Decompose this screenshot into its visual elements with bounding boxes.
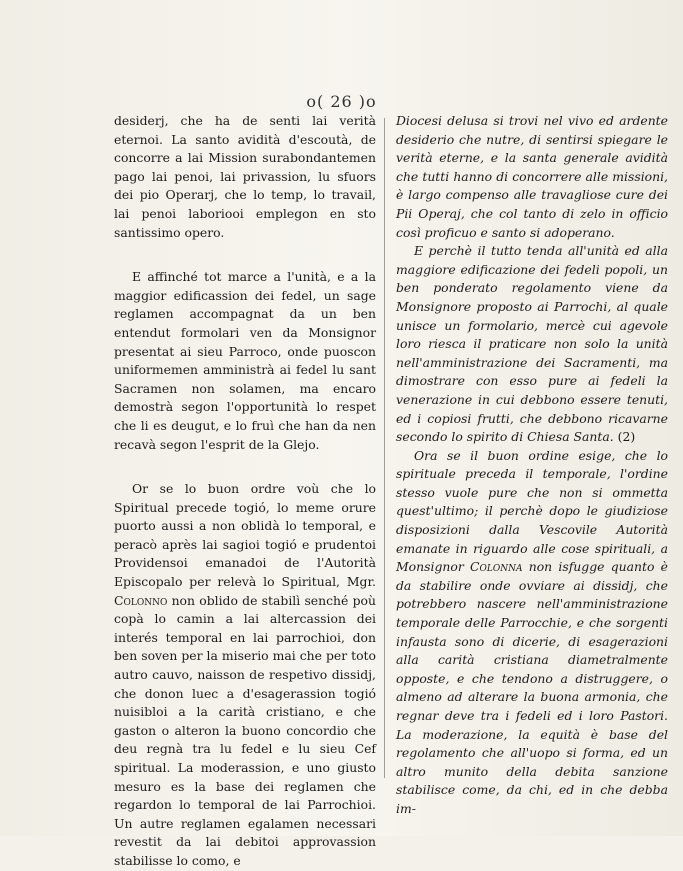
left-column-dialect-text [114, 112, 376, 871]
left-paragraph-3-end: non oblido de stabilì senché poù copà lo camin a lai altercassion dei interés temporal en lai parrochioi, don ben soven per la miserio mai che per toto autro cauvo, naisson de respetivo dissidj, che donon luec a d'esagerassion togió nuisibloi a la carità cristiano, e che gaston o alteron la buono concordio che deu regnà tra lu fedel e lu sieu Cef spiritual. La moderassion, e uno giusto mesuro es la base dei reglamen che regardon lo temporal de lai Parrochioi. Un autre reglamen egalamen necessari revestit da lai debitoi approvassion stabilisse lo como, e [114, 592, 376, 868]
left-paragraph-2: E affinché tot marce a l'unità, e a la maggior edificassion dei fedel, un sage reglamen accompagnat da un ben entendut formolari ven da Monsignor presentat ai sieu Parroco, onde puoscon uniformemen amministrà ai fedel lu sant Sacramen non solamen, ma encaro demostrà segon l'opportunità lo respet che li es deugut, e lo fruì che han da nen recavà segon l'esprit de la Glejo. [114, 269, 376, 452]
right-paragraph-2-text: E perchè il tutto tenda all'unità ed alla maggiore edificazione dei fedeli popoli, un ben ponderato regolamento viene da Monsignore proposto ai Parrochi, al quale unisce un formolario, mercè cui agevole loro riesca il praticare non solo la unità nell'amministrazione dei Sacramenti, ma dimostrare con esso pure ai fedeli la venerazione in cui debbono essere tenuti, ed i copiosi frutti, che debbono ricavarne secondo lo spirito di Chiesa Santa. [396, 243, 668, 445]
right-paragraph-3-start: Ora se il buon ordine esige, che lo spirituale preceda il temporale, l'ordine stesso vuole pure che non si ommetta quest'ultimo; il perchè dopo le giudiziose disposizioni dalla Vescovile Autorità emanate in riguardo alle cose spirituali, a Monsignor [396, 447, 668, 575]
column-divider [384, 118, 385, 778]
right-paragraph-3 [396, 447, 668, 819]
footnote-marker: (2) [617, 429, 636, 445]
page-number: o( 26 )o [306, 92, 377, 111]
bishop-name-left: Colonno [114, 592, 168, 608]
right-paragraph-1: Diocesi delusa si trovi nel vivo ed ardente desiderio che nutre, di sentirsi spiegare le verità eterne, e la santa generale avidità che tutti hanno di concorrere alle missioni, è largo compenso alle travagliose cure dei Pii Operaj, che col tanto di zelo in officio così proficuo e santo si adoperano. [396, 113, 668, 240]
right-paragraph-3-end: non isfugge quanto è da stabilire onde ovviare ai dissidj, che potrebbero nascere nell'amministrazione temporale delle Parrocchie, e che sorgenti infausta sono di dicerie, di esagerazioni alla carità cristiana diametralmente opposte, e che tendono a distruggere, o almeno ad alterare la buona armonia, che regnar deve tra i fedeli ed i loro Pastori. La moderazione, la equità è base del regolamento che all'uopo si forma, ed un altro munito della debita sanzione stabilisce come, da chi, ed in che debba im- [396, 559, 668, 816]
left-paragraph-3 [114, 480, 376, 870]
right-paragraph-2 [396, 242, 668, 447]
right-column-italian-text [396, 112, 668, 819]
left-paragraph-3-start: Or se lo buon ordre voù che lo Spiritual precede togió, lo meme orure puorto aussi a non oblidà lo temporal, e peracò après lai sagioi togió e prudentoi Providensoi emanadoi de l'Autorità Episcopalo per relevà lo Spiritual, Mgr. [114, 481, 376, 590]
bishop-name-right: Colonna [470, 559, 523, 575]
left-paragraph-1: desiderj, che ha de senti lai verità eternoi. La santo avidità d'escoutà, de concorre a lai Mission surabondantemen pago lai penoi, lai privassion, lu sfuors dei pio Operarj, che lo temp, lo travail, lai penoi laboriooi emplegon en sto santissimo opero. [114, 113, 376, 240]
